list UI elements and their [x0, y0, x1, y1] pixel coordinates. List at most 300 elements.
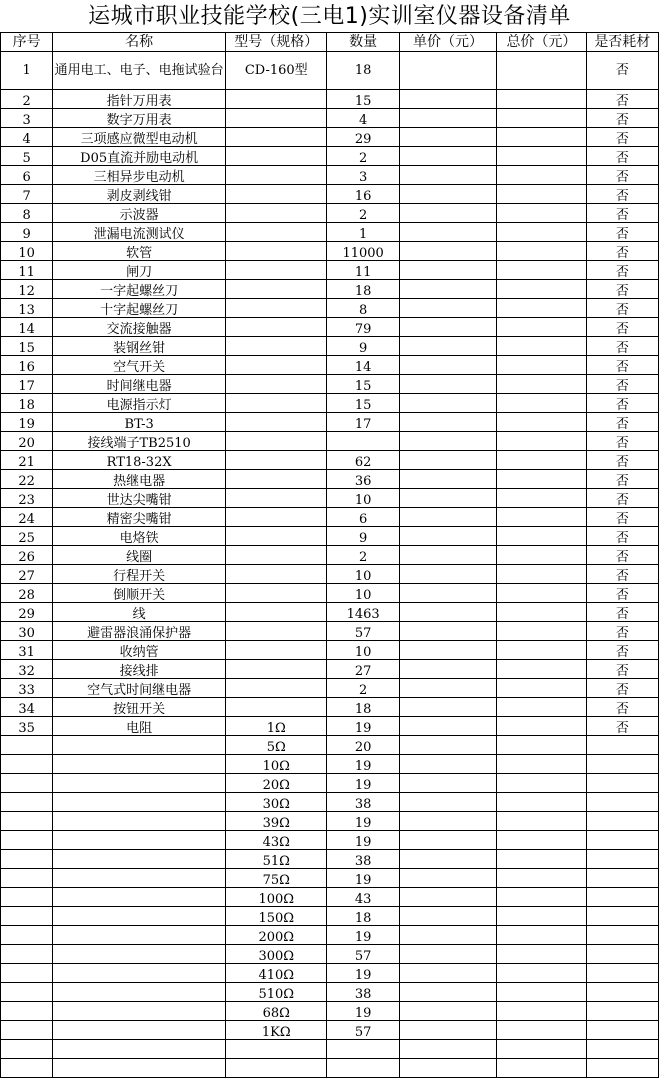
cell-name: 十字起螺丝刀	[53, 299, 226, 318]
table-row	[1, 90, 659, 109]
cell-model	[226, 90, 327, 109]
cell-no: 27	[1, 565, 53, 584]
cell-no: 26	[1, 546, 53, 565]
cell-name	[53, 1040, 226, 1059]
cell-name: 避雷器浪涌保护器	[53, 622, 226, 641]
cell-name: 装钢丝钳	[53, 337, 226, 356]
cell-model: 51Ω	[226, 850, 327, 869]
cell-price	[399, 261, 496, 280]
cell-price	[399, 888, 496, 907]
cell-no: 19	[1, 413, 53, 432]
cell-consumable	[586, 869, 658, 888]
table-row	[1, 109, 659, 128]
cell-price	[399, 603, 496, 622]
cell-total	[497, 641, 586, 660]
cell-model	[226, 679, 327, 698]
table-row	[1, 185, 659, 204]
cell-price	[399, 584, 496, 603]
cell-qty: 14	[327, 356, 399, 375]
cell-consumable: 否	[586, 52, 658, 90]
cell-no: 30	[1, 622, 53, 641]
cell-total	[497, 888, 586, 907]
cell-model	[226, 603, 327, 622]
cell-name: 通用电工、电子、电拖试验台	[53, 52, 226, 90]
table-row	[1, 603, 659, 622]
cell-consumable: 否	[586, 660, 658, 679]
cell-no: 29	[1, 603, 53, 622]
cell-price	[399, 299, 496, 318]
cell-no: 24	[1, 508, 53, 527]
cell-total	[497, 660, 586, 679]
cell-qty: 3	[327, 166, 399, 185]
cell-consumable: 否	[586, 375, 658, 394]
cell-total	[497, 356, 586, 375]
cell-name: 软管	[53, 242, 226, 261]
cell-model	[226, 508, 327, 527]
table-row	[1, 52, 659, 90]
cell-model: 150Ω	[226, 907, 327, 926]
cell-qty: 57	[327, 1021, 399, 1040]
cell-total	[497, 774, 586, 793]
cell-model	[226, 1040, 327, 1059]
cell-model: 75Ω	[226, 869, 327, 888]
cell-qty: 1463	[327, 603, 399, 622]
table-row	[1, 356, 659, 375]
table-row	[1, 1040, 659, 1059]
cell-consumable	[586, 774, 658, 793]
header-no: 序号	[1, 33, 53, 52]
cell-name	[53, 945, 226, 964]
header-model: 型号（规格）	[226, 33, 327, 52]
cell-total	[497, 261, 586, 280]
cell-qty: 79	[327, 318, 399, 337]
cell-qty: 11000	[327, 242, 399, 261]
cell-no: 33	[1, 679, 53, 698]
table-row	[1, 261, 659, 280]
cell-name: 空气开关	[53, 356, 226, 375]
cell-consumable	[586, 736, 658, 755]
cell-total	[497, 698, 586, 717]
cell-total	[497, 147, 586, 166]
cell-total	[497, 375, 586, 394]
cell-no	[1, 983, 53, 1002]
table-row	[1, 337, 659, 356]
cell-price	[399, 1002, 496, 1021]
cell-name: 行程开关	[53, 565, 226, 584]
cell-name: 三项感应微型电动机	[53, 128, 226, 147]
cell-model	[226, 546, 327, 565]
cell-no	[1, 888, 53, 907]
cell-price	[399, 432, 496, 451]
cell-no: 16	[1, 356, 53, 375]
cell-total	[497, 128, 586, 147]
cell-total	[497, 926, 586, 945]
cell-name: 三相异步电动机	[53, 166, 226, 185]
table-row	[1, 945, 659, 964]
cell-consumable: 否	[586, 356, 658, 375]
cell-price	[399, 964, 496, 983]
table-row	[1, 166, 659, 185]
cell-name: 泄漏电流测试仪	[53, 223, 226, 242]
equipment-table	[0, 32, 659, 1078]
cell-consumable: 否	[586, 109, 658, 128]
cell-name: 热继电器	[53, 470, 226, 489]
cell-no	[1, 850, 53, 869]
cell-consumable: 否	[586, 261, 658, 280]
cell-consumable: 否	[586, 90, 658, 109]
cell-model: 1KΩ	[226, 1021, 327, 1040]
cell-model	[226, 356, 327, 375]
cell-model	[226, 622, 327, 641]
cell-qty: 15	[327, 394, 399, 413]
cell-total	[497, 546, 586, 565]
cell-price	[399, 641, 496, 660]
cell-name: 电源指示灯	[53, 394, 226, 413]
cell-price	[399, 622, 496, 641]
cell-no: 14	[1, 318, 53, 337]
table-row	[1, 546, 659, 565]
cell-price	[399, 546, 496, 565]
cell-name	[53, 831, 226, 850]
cell-consumable	[586, 1059, 658, 1078]
cell-price	[399, 318, 496, 337]
cell-no	[1, 736, 53, 755]
cell-consumable	[586, 1002, 658, 1021]
cell-model	[226, 299, 327, 318]
cell-consumable: 否	[586, 641, 658, 660]
table-row	[1, 1002, 659, 1021]
cell-qty	[327, 432, 399, 451]
cell-consumable: 否	[586, 280, 658, 299]
cell-price	[399, 109, 496, 128]
cell-qty: 43	[327, 888, 399, 907]
cell-total	[497, 451, 586, 470]
cell-model	[226, 242, 327, 261]
cell-qty: 17	[327, 413, 399, 432]
cell-total	[497, 603, 586, 622]
cell-total	[497, 166, 586, 185]
table-row	[1, 983, 659, 1002]
cell-total	[497, 185, 586, 204]
cell-qty: 10	[327, 489, 399, 508]
table-row	[1, 774, 659, 793]
cell-price	[399, 394, 496, 413]
cell-no	[1, 831, 53, 850]
cell-qty: 19	[327, 717, 399, 736]
cell-name	[53, 1021, 226, 1040]
cell-total	[497, 90, 586, 109]
cell-total	[497, 413, 586, 432]
cell-price	[399, 926, 496, 945]
cell-qty: 38	[327, 793, 399, 812]
cell-name: 接线端子TB2510	[53, 432, 226, 451]
cell-qty: 57	[327, 622, 399, 641]
cell-qty: 19	[327, 869, 399, 888]
cell-consumable	[586, 812, 658, 831]
cell-consumable	[586, 831, 658, 850]
cell-price	[399, 812, 496, 831]
cell-qty: 11	[327, 261, 399, 280]
cell-model: 100Ω	[226, 888, 327, 907]
cell-total	[497, 280, 586, 299]
cell-price	[399, 90, 496, 109]
cell-model	[226, 394, 327, 413]
cell-price	[399, 280, 496, 299]
cell-no: 35	[1, 717, 53, 736]
cell-name: 线	[53, 603, 226, 622]
table-row	[1, 1059, 659, 1078]
table-row	[1, 394, 659, 413]
cell-qty: 18	[327, 280, 399, 299]
cell-total	[497, 907, 586, 926]
cell-model: 10Ω	[226, 755, 327, 774]
cell-consumable	[586, 907, 658, 926]
cell-consumable	[586, 1040, 658, 1059]
table-row	[1, 641, 659, 660]
cell-model	[226, 166, 327, 185]
cell-name: BT-3	[53, 413, 226, 432]
cell-no: 34	[1, 698, 53, 717]
cell-total	[497, 793, 586, 812]
cell-model	[226, 432, 327, 451]
cell-total	[497, 1021, 586, 1040]
cell-qty: 29	[327, 128, 399, 147]
cell-no: 13	[1, 299, 53, 318]
cell-no	[1, 926, 53, 945]
cell-no	[1, 1040, 53, 1059]
cell-model	[226, 185, 327, 204]
cell-no: 7	[1, 185, 53, 204]
cell-model: 30Ω	[226, 793, 327, 812]
cell-total	[497, 527, 586, 546]
table-row	[1, 812, 659, 831]
cell-no: 25	[1, 527, 53, 546]
cell-model	[226, 204, 327, 223]
cell-consumable: 否	[586, 166, 658, 185]
cell-no: 9	[1, 223, 53, 242]
cell-qty: 2	[327, 204, 399, 223]
cell-qty: 16	[327, 185, 399, 204]
cell-qty: 36	[327, 470, 399, 489]
cell-consumable	[586, 793, 658, 812]
cell-no: 3	[1, 109, 53, 128]
table-row	[1, 432, 659, 451]
cell-qty: 19	[327, 926, 399, 945]
cell-model: 5Ω	[226, 736, 327, 755]
cell-consumable: 否	[586, 147, 658, 166]
cell-no: 31	[1, 641, 53, 660]
cell-qty: 19	[327, 831, 399, 850]
table-row	[1, 128, 659, 147]
table-row	[1, 527, 659, 546]
cell-price	[399, 204, 496, 223]
cell-model: 200Ω	[226, 926, 327, 945]
cell-price	[399, 52, 496, 90]
cell-name: 数字万用表	[53, 109, 226, 128]
cell-name	[53, 983, 226, 1002]
table-row	[1, 470, 659, 489]
cell-name: 时间继电器	[53, 375, 226, 394]
header-total: 总价（元）	[497, 33, 586, 52]
cell-consumable: 否	[586, 318, 658, 337]
cell-total	[497, 318, 586, 337]
cell-price	[399, 508, 496, 527]
cell-no: 8	[1, 204, 53, 223]
cell-qty: 19	[327, 964, 399, 983]
cell-name: 世达尖嘴钳	[53, 489, 226, 508]
cell-consumable	[586, 888, 658, 907]
cell-model: 300Ω	[226, 945, 327, 964]
cell-qty: 4	[327, 109, 399, 128]
cell-total	[497, 945, 586, 964]
table-row	[1, 489, 659, 508]
cell-name: 收纳管	[53, 641, 226, 660]
cell-price	[399, 337, 496, 356]
cell-no: 17	[1, 375, 53, 394]
cell-price	[399, 565, 496, 584]
cell-total	[497, 565, 586, 584]
cell-model	[226, 375, 327, 394]
cell-name: 指针万用表	[53, 90, 226, 109]
cell-total	[497, 717, 586, 736]
cell-qty: 38	[327, 983, 399, 1002]
cell-no: 21	[1, 451, 53, 470]
cell-qty: 19	[327, 1002, 399, 1021]
cell-model	[226, 451, 327, 470]
cell-model	[226, 109, 327, 128]
cell-consumable	[586, 1021, 658, 1040]
table-row	[1, 375, 659, 394]
cell-no: 15	[1, 337, 53, 356]
cell-consumable: 否	[586, 299, 658, 318]
cell-qty: 9	[327, 527, 399, 546]
table-row	[1, 850, 659, 869]
cell-total	[497, 204, 586, 223]
cell-qty: 2	[327, 147, 399, 166]
cell-total	[497, 337, 586, 356]
cell-model	[226, 470, 327, 489]
cell-total	[497, 850, 586, 869]
cell-qty: 19	[327, 812, 399, 831]
table-row	[1, 888, 659, 907]
cell-total	[497, 242, 586, 261]
table-row	[1, 964, 659, 983]
cell-name	[53, 755, 226, 774]
cell-name: 按钮开关	[53, 698, 226, 717]
table-row	[1, 717, 659, 736]
cell-no	[1, 812, 53, 831]
cell-name: 交流接触器	[53, 318, 226, 337]
cell-no: 23	[1, 489, 53, 508]
cell-model: 39Ω	[226, 812, 327, 831]
cell-no: 12	[1, 280, 53, 299]
cell-price	[399, 147, 496, 166]
cell-model	[226, 698, 327, 717]
cell-total	[497, 470, 586, 489]
cell-model	[226, 565, 327, 584]
cell-price	[399, 1040, 496, 1059]
cell-price	[399, 850, 496, 869]
cell-model: 510Ω	[226, 983, 327, 1002]
table-row	[1, 926, 659, 945]
cell-consumable: 否	[586, 451, 658, 470]
cell-name	[53, 812, 226, 831]
cell-consumable: 否	[586, 432, 658, 451]
cell-total	[497, 508, 586, 527]
cell-qty: 15	[327, 90, 399, 109]
cell-price	[399, 869, 496, 888]
cell-name: 示波器	[53, 204, 226, 223]
table-row	[1, 299, 659, 318]
table-row	[1, 907, 659, 926]
table-row	[1, 451, 659, 470]
cell-price	[399, 489, 496, 508]
cell-price	[399, 1059, 496, 1078]
cell-consumable: 否	[586, 565, 658, 584]
cell-price	[399, 945, 496, 964]
table-row	[1, 223, 659, 242]
table-row	[1, 413, 659, 432]
cell-total	[497, 831, 586, 850]
cell-price	[399, 831, 496, 850]
cell-consumable	[586, 964, 658, 983]
cell-model	[226, 527, 327, 546]
cell-total	[497, 812, 586, 831]
cell-model: 1Ω	[226, 717, 327, 736]
cell-total	[497, 223, 586, 242]
cell-qty: 15	[327, 375, 399, 394]
cell-name	[53, 888, 226, 907]
cell-consumable: 否	[586, 679, 658, 698]
cell-no	[1, 945, 53, 964]
cell-name	[53, 1002, 226, 1021]
cell-model: 20Ω	[226, 774, 327, 793]
cell-qty: 18	[327, 907, 399, 926]
cell-total	[497, 983, 586, 1002]
cell-name	[53, 1059, 226, 1078]
cell-name	[53, 793, 226, 812]
cell-name: 电阻	[53, 717, 226, 736]
cell-name	[53, 869, 226, 888]
cell-qty	[327, 1059, 399, 1078]
cell-total	[497, 622, 586, 641]
cell-model	[226, 641, 327, 660]
table-row	[1, 242, 659, 261]
cell-price	[399, 527, 496, 546]
cell-consumable: 否	[586, 337, 658, 356]
cell-model	[226, 318, 327, 337]
cell-qty: 18	[327, 52, 399, 90]
cell-consumable: 否	[586, 489, 658, 508]
cell-name: 倒顺开关	[53, 584, 226, 603]
cell-price	[399, 755, 496, 774]
header-qty: 数量	[327, 33, 399, 52]
header-price: 单价（元）	[399, 33, 496, 52]
cell-qty: 10	[327, 641, 399, 660]
cell-no	[1, 1059, 53, 1078]
cell-qty: 1	[327, 223, 399, 242]
cell-no: 28	[1, 584, 53, 603]
cell-consumable: 否	[586, 204, 658, 223]
cell-total	[497, 964, 586, 983]
cell-price	[399, 470, 496, 489]
cell-qty: 2	[327, 679, 399, 698]
cell-model	[226, 261, 327, 280]
cell-model	[226, 128, 327, 147]
cell-name	[53, 736, 226, 755]
cell-total	[497, 52, 586, 90]
cell-consumable	[586, 926, 658, 945]
